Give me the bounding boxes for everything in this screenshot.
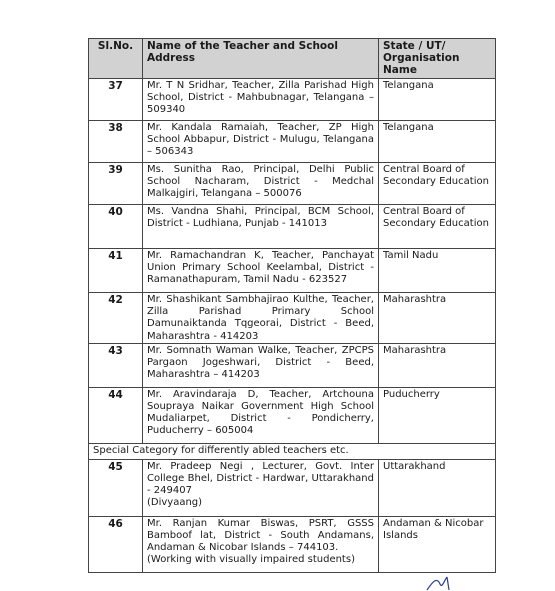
table-row: [89, 163, 496, 205]
row-state: Central Board of Secondary Education: [379, 163, 496, 205]
row-sl-no: 46: [89, 516, 143, 572]
row-state: Central Board of Secondary Education: [379, 205, 496, 249]
table-row: [89, 387, 496, 443]
row-state: Telangana: [379, 121, 496, 163]
table-row: [89, 516, 496, 572]
row-sl-no: 42: [89, 293, 143, 344]
row-sl-no: 45: [89, 459, 143, 516]
row-sl-no: 38: [89, 121, 143, 163]
header-name-address: Name of the Teacher and School Address: [143, 39, 379, 79]
special-category-row: [89, 443, 496, 459]
table-row: [89, 293, 496, 344]
row-name-address: Mr. Aravindaraja D, Teacher, Artchouna Soupraya Naikar Government High School Mudaliarpet, District - Pondicherry, Puducherry – 605004: [143, 387, 379, 443]
row-name-text: Mr. Ranjan Kumar Biswas, PSRT, GSSS Bamboof lat, District - South Andamans, Andaman & Nicobar Islands – 744103.: [147, 517, 374, 554]
table-row: [89, 249, 496, 293]
row-state: Puducherry: [379, 387, 496, 443]
table-header-row: [89, 39, 496, 79]
row-sl-no: 40: [89, 205, 143, 249]
row-state: Andaman & Nicobar Islands: [379, 516, 496, 572]
row-note: (Working with visually impaired students): [147, 554, 355, 566]
row-state: Uttarakhand: [379, 459, 496, 516]
row-name-address: [143, 516, 379, 572]
row-state: Maharashtra: [379, 293, 496, 344]
table-row: [89, 121, 496, 163]
row-sl-no: 43: [89, 343, 143, 387]
row-sl-no: 37: [89, 79, 143, 121]
row-sl-no: 41: [89, 249, 143, 293]
table-row: [89, 79, 496, 121]
row-name-address: Mr. Ramachandran K, Teacher, Panchayat Union Primary School Keelambal, District - Ramanathapuram, Tamil Nadu - 623527: [143, 249, 379, 293]
table-row: [89, 205, 496, 249]
row-name-address: Ms. Vandna Shahi, Principal, BCM School, District - Ludhiana, Punjab - 141013: [143, 205, 379, 249]
row-name-address: Mr. Kandala Ramaiah, Teacher, ZP High School Abbapur, District - Mulugu, Telangana – 506343: [143, 121, 379, 163]
row-state: Maharashtra: [379, 343, 496, 387]
awardee-table: [88, 38, 496, 573]
row-sl-no: 44: [89, 387, 143, 443]
header-sl-no: Sl.No.: [89, 39, 143, 79]
row-note: (Divyaang): [147, 497, 203, 509]
row-name-address: Mr. T N Sridhar, Teacher, Zilla Parishad High School, District - Mahbubnagar, Telangana – 509340: [143, 79, 379, 121]
row-name-address: [143, 459, 379, 516]
header-state-org: State / UT/ Organisation Name: [379, 39, 496, 79]
signature-mark-icon: [425, 575, 455, 591]
row-name-text: Mr. Pradeep Negi , Lecturer, Govt. Inter College Bhel, District - Hardwar, Uttarakhand - 249407: [147, 460, 374, 497]
row-state: Telangana: [379, 79, 496, 121]
special-category-label: Special Category for differently abled teachers etc.: [89, 443, 496, 459]
row-name-address: Mr. Somnath Waman Walke, Teacher, ZPCPS Pargaon Jogeshwari, District - Beed, Maharashtra – 414203: [143, 343, 379, 387]
table-row: [89, 459, 496, 516]
row-name-address: Ms. Sunitha Rao, Principal, Delhi Public School Nacharam, District - Medchal Malkajgiri, Telangana – 500076: [143, 163, 379, 205]
row-state: Tamil Nadu: [379, 249, 496, 293]
row-name-address: Mr. Shashikant Sambhajirao Kulthe, Teacher, Zilla Parishad Primary School Damunaiktanda Tqgeorai, District - Beed, Maharashtra - 414203: [143, 293, 379, 344]
table-row: [89, 343, 496, 387]
row-sl-no: 39: [89, 163, 143, 205]
